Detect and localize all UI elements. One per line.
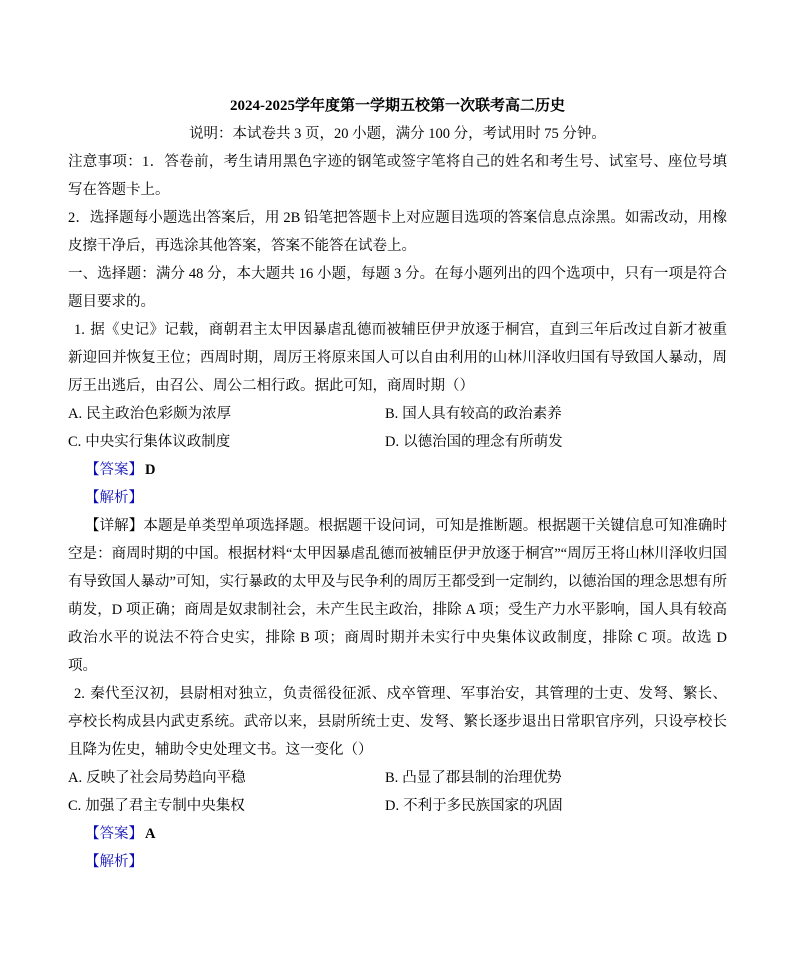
option-text: 加强了君主专制中央集权 [85, 798, 245, 814]
option-label: D. [385, 434, 400, 450]
question-2-answer: A [145, 826, 156, 842]
analysis-label: 【解析】 [85, 490, 143, 506]
option-text: 国人具有较高的政治素养 [402, 406, 562, 422]
question-2-stem [68, 680, 727, 764]
option-text: 中央实行集体议政制度 [85, 434, 231, 450]
question-2-options [68, 764, 727, 820]
question-1-option-c [68, 428, 385, 456]
question-1-option-d [385, 428, 727, 456]
answer-label: 【答案】 [85, 462, 143, 478]
detail-text: 本题是单类型单项选择题。根据题干设问词，可知是推断题。根据题干关键信息可知准确时空是：商周时期的中国。根据材料“太甲因暴虐乱德而被辅臣伊尹放逐于桐宫”“周厉王将山林川泽收归国有导致国人暴动”可知，实行暴政的太甲及与民争利的周厉王都受到一定制约，以德治国的理念思想有所萌发，D 项正确；商周是奴隶制社会，未产生民主政治，排除 A 项；受生产力水平影响，国人具有较高政治水平的说法不符合史实，排除 B 项；商周时期并未实行中央集体议政制度，排除 C 项。故选 D 项。 [68, 518, 727, 674]
notice-paragraph-2: 2．选择题每小题选出答案后，用 2B 铅笔把答题卡上对应题目选项的答案信息点涂黑。如需改动，用橡皮擦干净后，再选涂其他答案，答案不能答在试卷上。 [68, 210, 727, 254]
question-1-option-a [68, 400, 385, 428]
question-1-analysis-line [68, 484, 727, 512]
doc-subtitle: 说明：本试卷共 3 页，20 小题，满分 100 分，考试用时 75 分钟。 [189, 126, 606, 142]
analysis-label: 【解析】 [85, 854, 143, 870]
question-2-analysis-line [68, 848, 727, 876]
option-text: 凸显了郡县制的治理优势 [402, 770, 562, 786]
question-2-option-a [68, 764, 385, 792]
detail-label: 【详解】 [85, 518, 144, 534]
notice-paragraph-1: 注意事项：1．答卷前，考生请用黑色字迹的钢笔或签字笔将自己的姓名和考生号、试室号、座位号填写在答题卡上。 [68, 154, 727, 198]
question-1-stem [68, 316, 727, 400]
question-1-number: 1. [74, 322, 85, 338]
option-text: 反映了社会局势趋向平稳 [86, 770, 246, 786]
question-2-answer-line [68, 820, 727, 848]
question-1-detail [68, 512, 727, 680]
option-label: A. [68, 406, 83, 422]
option-label: A. [68, 770, 83, 786]
option-text: 不利于多民族国家的巩固 [403, 798, 563, 814]
question-2-option-b [385, 764, 727, 792]
option-text: 以德治国的理念有所萌发 [403, 434, 563, 450]
question-2-number: 2. [74, 686, 85, 702]
question-1-answer: D [145, 462, 156, 478]
question-1-options [68, 400, 727, 456]
answer-label: 【答案】 [85, 826, 143, 842]
question-1-text: 据《史记》记载，商朝君主太甲因暴虐乱德而被辅臣伊尹放逐于桐宫，直到三年后改过自新才被重新迎回并恢复王位；西周时期，周厉王将原来国人可以自由利用的山林川泽收归国有导致国人暴动，周厉王出逃后，由召公、周公二相行政。据此可知，商周时期（） [68, 322, 727, 394]
page-title: 2024-2025学年度第一学期五校第一次联考高二历史 [230, 98, 565, 114]
option-label: D. [385, 798, 400, 814]
option-label: C. [68, 434, 82, 450]
option-label: B. [385, 406, 399, 422]
question-1-option-b [385, 400, 727, 428]
question-2-text: 秦代至汉初，县尉相对独立，负责徭役征派、戍卒管理、军事治安，其管理的士吏、发弩、繁长、亭校长构成县内武吏系统。武帝以来，县尉所统士吏、发弩、繁长逐步退出日常职官序列，只设亭校长且降为佐史，辅助令史处理文书。这一变化（） [68, 686, 727, 758]
question-2-option-d [385, 792, 727, 820]
option-text: 民主政治色彩颇为浓厚 [86, 406, 232, 422]
question-2-option-c [68, 792, 385, 820]
option-label: C. [68, 798, 82, 814]
question-1-answer-line [68, 456, 727, 484]
section-heading: 一、选择题：满分 48 分，本大题共 16 小题，每题 3 分。在每小题列出的四个选项中，只有一项是符合题目要求的。 [68, 266, 727, 310]
option-label: B. [385, 770, 399, 786]
